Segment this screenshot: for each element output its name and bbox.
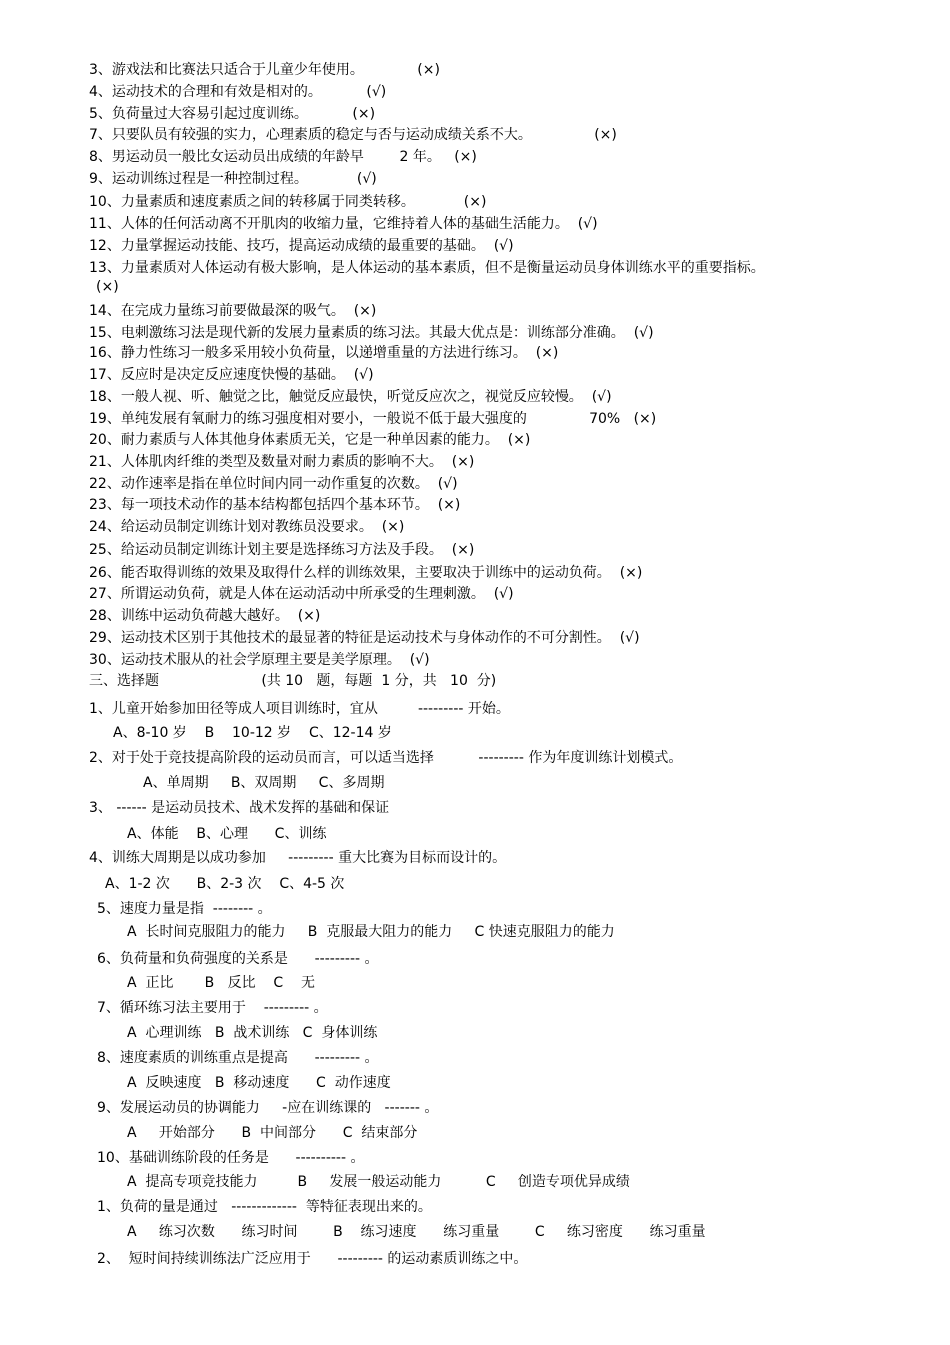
question-line: 5、速度力量是指 -------- 。 — [97, 901, 272, 917]
section-heading: 三、选择题 (共 10 题，每题 1 分，共 10 分) — [89, 673, 497, 689]
question-line: 9、发展运动员的协调能力 -应在训练课的 ------- 。 — [97, 1100, 439, 1116]
options-line: A 练习次数 练习时间 B 练习速度 练习重量 C 练习密度 练习重量 — [127, 1224, 706, 1240]
text-line: (×) — [96, 279, 119, 295]
text-line: 22、动作速率是指在单位时间内同一动作重复的次数。 (√) — [89, 476, 458, 492]
text-line: 16、静力性练习一般多采用较小负荷量，以递增重量的方法进行练习。 (×) — [89, 345, 559, 361]
question-line: 3、 ------ 是运动员技术、战术发挥的基础和保证 — [89, 800, 390, 816]
question-line: 7、循环练习法主要用于 --------- 。 — [97, 1000, 328, 1016]
text-line: 21、人体肌肉纤维的类型及数量对耐力素质的影响不大。 (×) — [89, 454, 475, 470]
text-line: 19、单纯发展有氧耐力的练习强度相对要小，一般说不低于最大强度的 70% (×) — [89, 411, 657, 427]
text-line: 9、运动训练过程是一种控制过程。 (√) — [89, 171, 377, 187]
options-line: A 长时间克服阻力的能力 B 克服最大阻力的能力 C 快速克服阻力的能力 — [127, 924, 615, 940]
text-line: 26、能否取得训练的效果及取得什么样的训练效果，主要取决于训练中的运动负荷。 (×) — [89, 565, 643, 581]
options-line: A、单周期 B、双周期 C、多周期 — [143, 775, 385, 791]
text-line: 5、负荷量过大容易引起过度训练。 (×) — [89, 106, 376, 122]
question-line: 10、基础训练阶段的任务是 ---------- 。 — [97, 1150, 365, 1166]
options-line: A 提高专项竞技能力 B 发展一般运动能力 C 创造专项优异成绩 — [127, 1174, 630, 1190]
text-line: 25、给运动员制定训练计划主要是选择练习方法及手段。 (×) — [89, 542, 475, 558]
question-line: 1、儿童开始参加田径等成人项目训练时，宜从 --------- 开始。 — [89, 701, 510, 717]
question-line: 2、 短时间持续训练法广泛应用于 --------- 的运动素质训练之中。 — [97, 1251, 528, 1267]
text-line: 30、运动技术服从的社会学原理主要是美学原理。 (√) — [89, 652, 430, 668]
question-line: 8、速度素质的训练重点是提高 --------- 。 — [97, 1050, 379, 1066]
options-line: A 开始部分 B 中间部分 C 结束部分 — [127, 1125, 418, 1141]
text-line: 13、力量素质对人体运动有极大影响，是人体运动的基本素质，但不是衡量运动员身体训练水平的重要指标。 — [89, 260, 765, 276]
text-line: 7、只要队员有较强的实力，心理素质的稳定与否与运动成绩关系不大。 (×) — [89, 127, 617, 143]
text-line: 18、一般人视、听、触觉之比，触觉反应最快，听觉反应次之，视觉反应较慢。 (√) — [89, 389, 612, 405]
text-line: 14、在完成力量练习前要做最深的吸气。 (×) — [89, 303, 377, 319]
options-line: A 心理训练 B 战术训练 C 身体训练 — [127, 1025, 378, 1041]
text-line: 23、每一项技术动作的基本结构都包括四个基本环节。 (×) — [89, 497, 461, 513]
question-line: 2、对于处于竞技提高阶段的运动员而言，可以适当选择 --------- 作为年度训练计划模式。 — [89, 750, 683, 766]
text-line: 29、运动技术区别于其他技术的最显著的特征是运动技术与身体动作的不可分割性。 (√) — [89, 630, 640, 646]
text-line: 3、游戏法和比赛法只适合于儿童少年使用。 (×) — [89, 62, 440, 78]
question-line: 4、训练大周期是以成功参加 --------- 重大比赛为目标而设计的。 — [89, 850, 507, 866]
question-line: 1、负荷的量是通过 ------------- 等特征表现出来的。 — [97, 1199, 432, 1215]
text-line: 4、运动技术的合理和有效是相对的。 (√) — [89, 84, 387, 100]
text-line: 15、电刺激练习法是现代新的发展力量素质的练习法。其最大优点是：训练部分准确。 (√) — [89, 325, 654, 341]
text-line: 20、耐力素质与人体其他身体素质无关，它是一种单因素的能力。 (×) — [89, 432, 531, 448]
options-line: A、1-2 次 B、2-3 次 C、4-5 次 — [105, 876, 345, 892]
text-line: 24、给运动员制定训练计划对教练员没要求。 (×) — [89, 519, 405, 535]
question-line: 6、负荷量和负荷强度的关系是 --------- 。 — [97, 951, 379, 967]
text-line: 10、力量素质和速度素质之间的转移属于同类转移。 (×) — [89, 194, 487, 210]
options-line: A、体能 B、心理 C、训练 — [127, 826, 327, 842]
text-line: 12、力量掌握运动技能、技巧，提高运动成绩的最重要的基础。 (√) — [89, 238, 514, 254]
text-line: 17、反应时是决定反应速度快慢的基础。 (√) — [89, 367, 374, 383]
text-line: 27、所谓运动负荷，就是人体在运动活动中所承受的生理刺激。 (√) — [89, 586, 514, 602]
text-line: 8、男运动员一般比女运动员出成绩的年龄早 2 年。 (×) — [89, 149, 477, 165]
options-line: A 正比 B 反比 C 无 — [127, 975, 315, 991]
options-line: A、8-10 岁 B 10-12 岁 C、12-14 岁 — [113, 725, 392, 741]
options-line: A 反映速度 B 移动速度 C 动作速度 — [127, 1075, 391, 1091]
text-line: 28、训练中运动负荷越大越好。 (×) — [89, 608, 321, 624]
text-line: 11、人体的任何活动离不开肌肉的收缩力量，它维持着人体的基础生活能力。 (√) — [89, 216, 598, 232]
